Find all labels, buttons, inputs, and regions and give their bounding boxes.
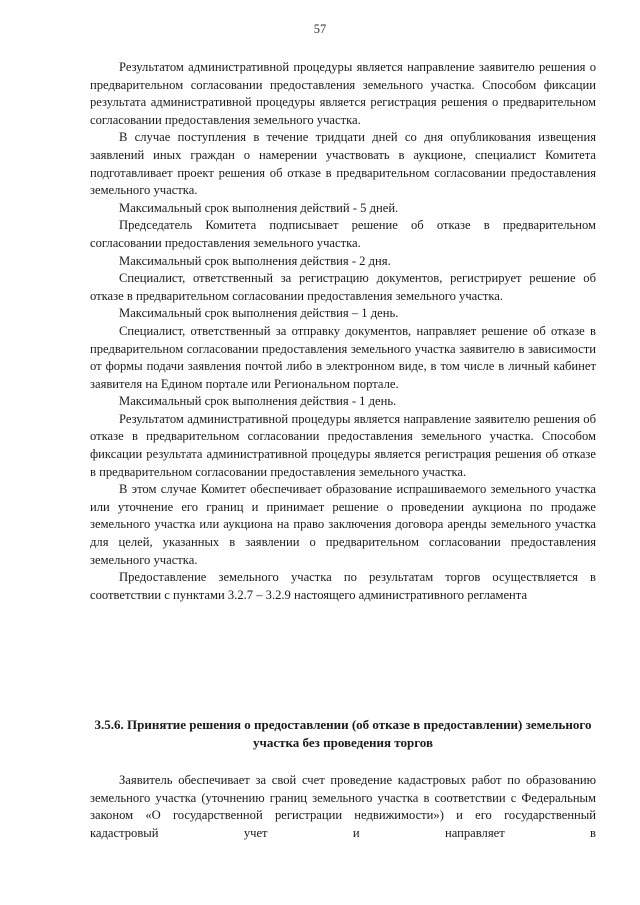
section-heading: 3.5.6. Принятие решения о предоставлении (об отказе в предоставлении) земельного участка без проведения торгов [94,717,592,750]
paragraph: Результатом административной процедуры является направление заявителю решения об отказе в предварительном согласовании предоставления земельного участка. Способом фиксации результата административной процедуры является регистрация решения об отказе в предварительном согласовании предоставления земельного участка. [90,411,596,479]
paragraph: Специалист, ответственный за регистрацию документов, регистрирует решение об отказе в предварительном согласовании предоставления земельного участка. [90,271,596,303]
paragraph: Максимальный срок выполнения действия - 1 день. [119,394,397,409]
paragraph: Предоставление земельного участка по результатам торгов осуществляется в соответствии с пунктами 3.2.7 – 3.2.9 настоящего административного регламента [90,570,596,602]
paragraph: Максимальный срок выполнения действия - 2 дня. [119,253,391,268]
paragraph: Максимальный срок выполнения действия – 1 день. [119,306,399,321]
body-text [90,59,596,604]
paragraph: Специалист, ответственный за отправку документов, направляет решение об отказе в предварительном согласовании предоставления земельного участка заявителю в зависимости от формы подачи заявления почтой либо в электронном виде, в том числе в личный кабинет заявителя на Едином портале или Региональном портале. [90,323,596,391]
paragraph: Председатель Комитета подписывает решение об отказе в предварительном согласовании предоставления земельного участка. [90,218,596,250]
page-number: 57 [313,22,327,36]
paragraph: Максимальный срок выполнения действий - 5 дней. [119,200,399,215]
paragraph: Результатом административной процедуры является направление заявителю решения о предварительном согласовании предоставления земельного участка. Способом фиксации результата административной процедуры является регистрация решения о предварительном согласовании предоставления земельного участка. [90,60,596,127]
section-text [90,772,596,842]
paragraph: В случае поступления в течение тридцати дней со дня опубликования извещения заявлений иных граждан о намерении участвовать в аукционе, специалист Комитета подготавливает проект решения об отказе в предварительном согласовании предоставления земельного участка. [90,130,596,198]
paragraph: Заявитель обеспечивает за свой счет проведение кадастровых работ по образованию земельного участка (уточнению границ земельного участка в соответствии с Федеральным законом «О государственной регистрации недвижимости») и его государственный кадастровый учет и направляет в [90,773,596,840]
paragraph: В этом случае Комитет обеспечивает образование испрашиваемого земельного участка или уточнение его границ и принимает решение о проведении аукциона по продаже земельного участка или аукциона на право заключения договора аренды земельного участка для целей, указанных в заявлении о предварительном согласовании предоставления земельного участка. [90,482,596,567]
